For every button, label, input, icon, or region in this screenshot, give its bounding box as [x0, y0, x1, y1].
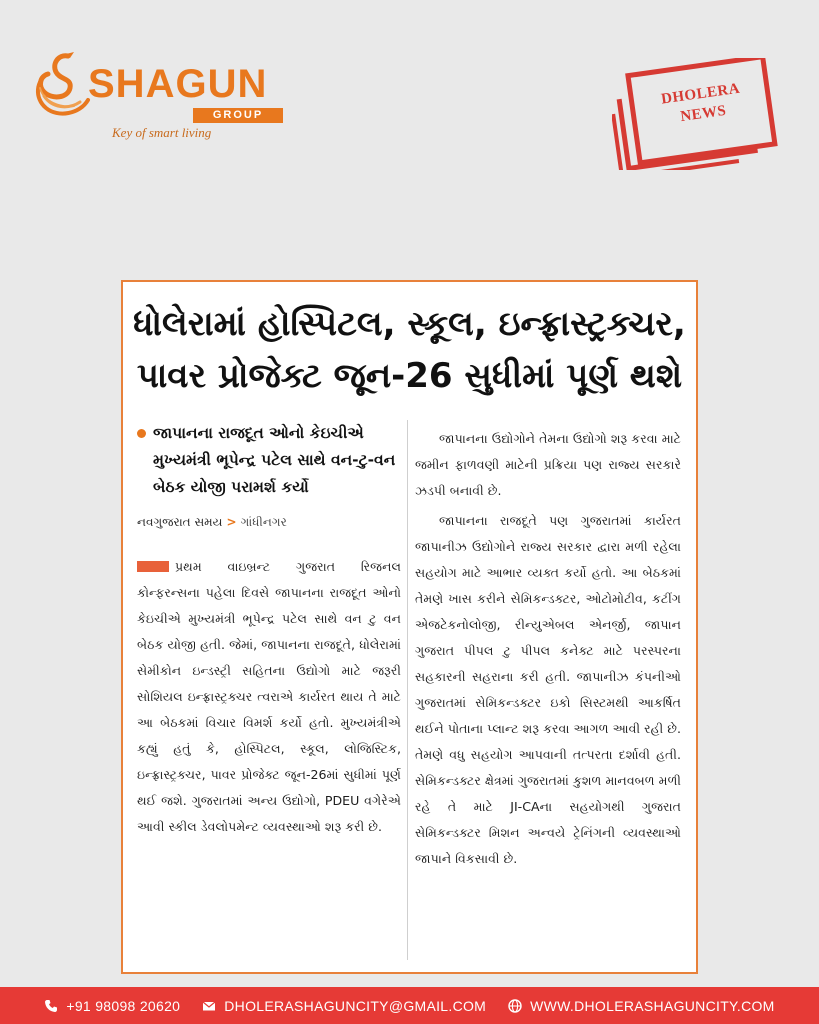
column-divider: [407, 420, 408, 960]
stamp-line-1: DHOLERA: [660, 80, 742, 108]
brand-group-label: GROUP: [193, 108, 283, 123]
article-right-para-1: જાપાનના ઉદ્યોગોને તેમના ઉદ્યોગો શરૂ કરવા માટે જમીન ફાળવણી માટેની પ્રક્રિયા પણ રાજ્ય સરકારે ઝડપી બનાવી છે.: [415, 431, 681, 498]
article-subheadline: [137, 420, 401, 501]
newspaper-clipping: [121, 280, 698, 974]
footer-email-text: DHOLERASHAGUNCITY@GMAIL.COM: [224, 997, 487, 1014]
stamp-line-2: NEWS: [679, 102, 728, 126]
footer-website-text: WWW.DHOLERASHAGUNCITY.COM: [530, 997, 775, 1014]
article-byline: [137, 515, 401, 530]
article-right-para-2: જાપાનના રાજદૂતે પણ ગુજરાતમાં કાર્યરત જાપાનીઝ ઉદ્યોગોને રાજ્ય સરકાર દ્વારા મળી રહેલા સહયોગ માટે આભાર વ્યક્ત કર્યો હતો. આ બેઠકમાં તેમણે ખાસ કરીને સેમિકન્ડક્ટર, ઓટોમોટીવ, કટીંગ એજટેકનોલોજી, રીન્યુએબલ એનર્જી, જાપાન ગુજરાત પીપલ ટુ પીપલ કનેક્ટ માટે પરસ્પરના સહકારની સહરાના કરી હતી. જાપાનીઝ કંપનીઓ ગુજરાતમાં સેમિકન્ડક્ટર ઇકો સિસ્ટમથી આકર્ષિત થઈને પોતાના પ્લાન્ટ શરૂ કરવા આગળ આવી રહી છે. તેમણે વધુ સહયોગ આપવાની તત્પરતા દર્શાવી હતી. સેમિકન્ડક્ટર ક્ષેત્રમાં ગુજરાતમાં કુશળ માનવબળ મળી રહે તે માટે JI-CAના સહયોગથી ગુજરાત સેમિકન્ડક્ટર મિશન અન્વયે ટ્રેનિંગની વ્યવસ્થાઓ જાપાને વિકસાવી છે.: [415, 513, 681, 866]
byline-separator: >: [226, 515, 237, 529]
footer-phone-text: +91 98098 20620: [66, 997, 181, 1014]
headline-line-1: ધોલેરામાં હોસ્પિટલ, સ્કૂલ, ઇન્ફ્રાસ્ટ્રક્ચર,: [133, 304, 686, 344]
footer-website[interactable]: [508, 998, 774, 1014]
shagun-logo: [30, 50, 270, 140]
phone-icon: [44, 999, 58, 1013]
contact-footer: [0, 987, 819, 1024]
footer-phone[interactable]: [44, 998, 180, 1014]
lead-marker-icon: [137, 561, 169, 572]
headline-line-2: પાવર પ્રોજેક્ટ જૂન-26 સુધીમાં પૂર્ણ થશે: [136, 356, 683, 396]
envelope-icon: [202, 999, 216, 1013]
brand-name: SHAGUN: [88, 62, 268, 106]
byline-source: નવગુજરાત સમય: [137, 515, 223, 529]
bullet-dot-icon: [137, 429, 146, 438]
brand-tagline: Key of smart living: [112, 125, 212, 140]
article-left-body: [137, 554, 401, 840]
article-left-column: [137, 420, 401, 840]
left-body-text: પ્રથમ વાઇબ્રન્ટ ગુજરાત રિજનલ કોન્ફરન્સના પહેલા દિવસે જાપાનના રાજદૂત ઓનો કેઇચીએ મુખ્યમંત્રી ભૂપેન્દ્ર પટેલ સાથે વન ટુ વન બેઠક યોજી હતી. જેમાં, જાપાનના રાજદૂતે, ધોલેરામાં સેમીકોન ઇન્ડસ્ટ્રી સહિતના ઉદ્યોગો માટે જરૂરી સોશિયલ ઇન્ફ્રાસ્ટ્રક્ચર ત્વરાએ કાર્યરત થાય તે માટે આ બેઠકમાં વિચાર વિમર્શ કર્યો હતો. મુખ્યમંત્રીએ કહ્યું હતું કે, હોસ્પિટલ, સ્કૂલ, લોજિસ્ટિક, ઇન્ફ્રાસ્ટ્રક્ચર, પાવર પ્રોજેક્ટ જૂન-26માં સુધીમાં પૂર્ણ થઈ જશે. ગુજરાતમાં અન્ય ઉદ્યોગો, PDEU વગેરેએ આવી સ્કીલ ડેવલોપમેન્ટ વ્યવસ્થાઓ શરૂ કરી છે.: [137, 559, 401, 834]
globe-icon: [508, 999, 522, 1013]
dholera-news-stamp: [612, 58, 788, 170]
article-right-column: [415, 422, 681, 872]
byline-location: ગાંધીનગર: [240, 515, 287, 529]
footer-email[interactable]: [202, 998, 486, 1014]
subheadline-text: જાપાનના રાજદૂત ઓનો કેઇચીએ મુખ્યમંત્રી ભૂપેન્દ્ર પટેલ સાથે વન-ટુ-વન બેઠક યોજી પરામર્શ કર્યો: [153, 424, 396, 496]
article-headline: [123, 298, 696, 402]
